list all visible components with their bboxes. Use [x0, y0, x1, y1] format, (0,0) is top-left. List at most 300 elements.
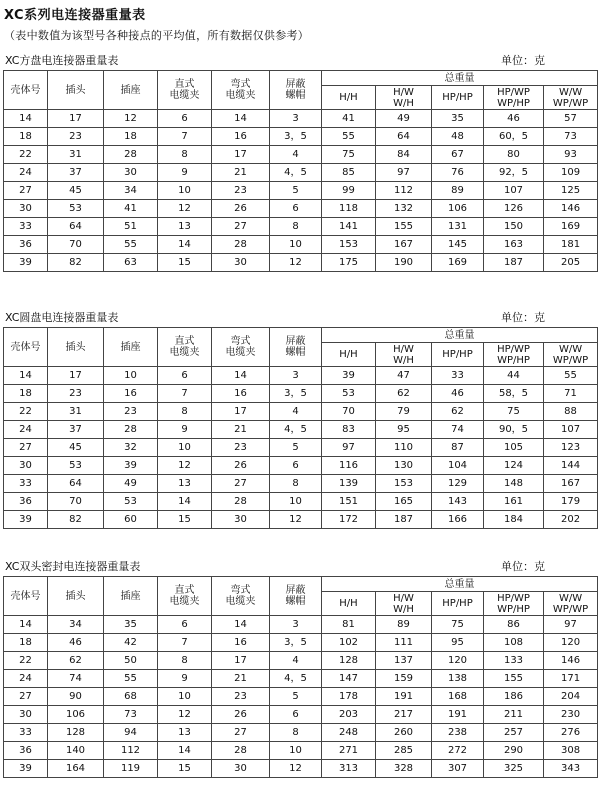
table-cell: 10	[270, 742, 322, 760]
table-cell: 102	[322, 634, 376, 652]
table-cell: 21	[212, 670, 270, 688]
table-cell: 131	[432, 218, 484, 236]
table-cell: 5	[270, 688, 322, 706]
table-cell: 257	[484, 724, 544, 742]
column-combination	[376, 86, 432, 110]
table-row	[4, 421, 598, 439]
table-cell: 116	[322, 457, 376, 475]
section-header	[3, 558, 597, 576]
table-cell: 3	[270, 367, 322, 385]
table-cell: 16	[212, 385, 270, 403]
table-cell: 41	[322, 110, 376, 128]
table-cell: 165	[376, 493, 432, 511]
header-line: W/H	[393, 603, 414, 615]
column-shield-nut	[270, 328, 322, 367]
table-cell: 120	[544, 634, 598, 652]
column-combination	[376, 343, 432, 367]
table-cell: 22	[4, 146, 48, 164]
table-cell: 9	[158, 421, 212, 439]
table-cell: 313	[322, 760, 376, 778]
table-cell: 14	[158, 236, 212, 254]
table-cell: 73	[104, 706, 158, 724]
table-cell: 26	[212, 200, 270, 218]
table-cell: 178	[322, 688, 376, 706]
table-row	[4, 367, 598, 385]
table-cell: 62	[48, 652, 104, 670]
table-cell: 75	[322, 146, 376, 164]
table-cell: 30	[212, 760, 270, 778]
table-cell: 128	[48, 724, 104, 742]
header-line: WP/HP	[497, 603, 530, 615]
table-cell: 70	[48, 236, 104, 254]
page-title: XC系列电连接器重量表	[4, 8, 146, 23]
table-row	[4, 475, 598, 493]
table-cell: 90	[48, 688, 104, 706]
table-cell: 30	[4, 706, 48, 724]
table-cell: 107	[484, 182, 544, 200]
table-cell: 203	[322, 706, 376, 724]
table-cell: 8	[270, 724, 322, 742]
table-cell: 31	[48, 403, 104, 421]
table-cell: 34	[48, 616, 104, 634]
table-cell: 47	[376, 367, 432, 385]
section-header	[3, 309, 597, 327]
table-cell: 53	[48, 457, 104, 475]
table-cell: 70	[48, 493, 104, 511]
header-line: HP/HP	[442, 349, 473, 360]
table-cell: 248	[322, 724, 376, 742]
header-line: W/W	[558, 592, 583, 604]
table-cell: 16	[212, 634, 270, 652]
table-cell: 125	[544, 182, 598, 200]
table-cell: 26	[212, 457, 270, 475]
table-cell: 28	[104, 146, 158, 164]
table-row	[4, 110, 598, 128]
table-cell: 10	[104, 367, 158, 385]
table-cell: 153	[376, 475, 432, 493]
table-cell: 132	[376, 200, 432, 218]
table-cell: 55	[104, 236, 158, 254]
table-cell: 23	[48, 385, 104, 403]
table-row	[4, 634, 598, 652]
column-combination	[484, 343, 544, 367]
table-cell: 27	[4, 688, 48, 706]
table-cell: 124	[484, 457, 544, 475]
table-cell: 3	[270, 110, 322, 128]
table-cell: 68	[104, 688, 158, 706]
header-line: W/W	[558, 86, 583, 98]
page-subtitle: （表中数值为该型号各种接点的平均值，所有数据仅供参考）	[4, 29, 310, 42]
table-cell: 36	[4, 236, 48, 254]
column-combination	[544, 86, 598, 110]
header-line: HP/HP	[442, 92, 473, 103]
table-cell: 17	[212, 652, 270, 670]
table-cell: 155	[376, 218, 432, 236]
table-cell: 21	[212, 421, 270, 439]
table-cell: 24	[4, 164, 48, 182]
table-cell: 10	[158, 439, 212, 457]
header-line: 弯式	[230, 79, 251, 90]
table-cell: 44	[484, 367, 544, 385]
table-cell: 55	[322, 128, 376, 146]
table-row	[4, 706, 598, 724]
header-line: 螺帽	[285, 347, 306, 358]
table-cell: 172	[322, 511, 376, 529]
header-line: HP/WP	[497, 86, 530, 98]
table-row	[4, 128, 598, 146]
table-cell: 8	[158, 403, 212, 421]
table-cell: 12	[270, 760, 322, 778]
table-cell: 168	[432, 688, 484, 706]
table-cell: 169	[544, 218, 598, 236]
column-combination	[432, 343, 484, 367]
table-cell: 12	[104, 110, 158, 128]
table-cell: 260	[376, 724, 432, 742]
table-cell: 13	[158, 724, 212, 742]
table-cell: 12	[270, 511, 322, 529]
table-cell: 12	[158, 200, 212, 218]
table-cell: 140	[48, 742, 104, 760]
table-cell: 14	[212, 367, 270, 385]
table-cell: 120	[432, 652, 484, 670]
table-cell: 33	[4, 724, 48, 742]
table-cell: 35	[104, 616, 158, 634]
table-cell: 8	[270, 475, 322, 493]
section-title: XC双头密封电连接器重量表	[5, 560, 141, 573]
table-cell: 6	[158, 110, 212, 128]
table-cell: 24	[4, 421, 48, 439]
header-line: 屏蔽	[285, 585, 306, 596]
column-shield-nut	[270, 71, 322, 110]
table-cell: 58，5	[484, 385, 544, 403]
table-cell: 181	[544, 236, 598, 254]
table-cell: 32	[104, 439, 158, 457]
table-cell: 18	[4, 128, 48, 146]
column-combination	[322, 86, 376, 110]
table-cell: 105	[484, 439, 544, 457]
table-cell: 75	[484, 403, 544, 421]
table-cell: 107	[544, 421, 598, 439]
table-row	[4, 457, 598, 475]
table-cell: 86	[484, 616, 544, 634]
header-row	[4, 577, 598, 592]
table-cell: 97	[544, 616, 598, 634]
column-combination	[544, 592, 598, 616]
header-row	[4, 328, 598, 343]
table-cell: 80	[484, 146, 544, 164]
table-cell: 64	[48, 475, 104, 493]
table-cell: 187	[484, 254, 544, 272]
column-combination	[376, 592, 432, 616]
column-shield-nut	[270, 577, 322, 616]
table-cell: 37	[48, 421, 104, 439]
section-title: XC圆盘电连接器重量表	[5, 311, 119, 324]
table-cell: 5	[270, 439, 322, 457]
table-cell: 153	[322, 236, 376, 254]
table-cell: 87	[432, 439, 484, 457]
table-cell: 14	[4, 616, 48, 634]
table-cell: 55	[544, 367, 598, 385]
header-line: HP/HP	[442, 598, 473, 609]
column-combination	[484, 592, 544, 616]
table-row	[4, 254, 598, 272]
table-cell: 18	[4, 634, 48, 652]
table-cell: 202	[544, 511, 598, 529]
table-cell: 16	[212, 128, 270, 146]
column-total-weight: 总重量	[322, 328, 598, 343]
unit-label: 单位：克	[501, 560, 545, 573]
table-cell: 169	[432, 254, 484, 272]
table-cell: 328	[376, 760, 432, 778]
table-cell: 137	[376, 652, 432, 670]
header-line: 螺帽	[285, 90, 306, 101]
table-cell: 50	[104, 652, 158, 670]
table-cell: 7	[158, 385, 212, 403]
table-row	[4, 688, 598, 706]
table-cell: 35	[432, 110, 484, 128]
table-cell: 97	[376, 164, 432, 182]
header-line: 屏蔽	[285, 79, 306, 90]
header-line: 弯式	[230, 336, 251, 347]
table-cell: 15	[158, 511, 212, 529]
table-cell: 4，5	[270, 421, 322, 439]
table-cell: 22	[4, 652, 48, 670]
column-shell-number: 壳体号	[4, 577, 48, 616]
table-cell: 14	[212, 110, 270, 128]
table-cell: 110	[376, 439, 432, 457]
table-cell: 31	[48, 146, 104, 164]
table-cell: 36	[4, 742, 48, 760]
table-row	[4, 616, 598, 634]
table-cell: 6	[158, 616, 212, 634]
table-cell: 83	[322, 421, 376, 439]
header-line: WP/WP	[552, 603, 589, 615]
column-bent-cable-clamp	[212, 577, 270, 616]
table-cell: 6	[158, 367, 212, 385]
table-cell: 95	[376, 421, 432, 439]
table-cell: 26	[212, 706, 270, 724]
table-row	[4, 670, 598, 688]
table-cell: 53	[322, 385, 376, 403]
weight-table	[3, 70, 598, 272]
table-cell: 92，5	[484, 164, 544, 182]
table-cell: 53	[48, 200, 104, 218]
table-cell: 99	[322, 182, 376, 200]
table-cell: 191	[432, 706, 484, 724]
table-cell: 109	[544, 164, 598, 182]
table-cell: 187	[376, 511, 432, 529]
header-line: 电缆夹	[225, 90, 256, 101]
table-cell: 46	[484, 110, 544, 128]
header-line: 电缆夹	[169, 347, 200, 358]
header-row	[4, 71, 598, 86]
table-cell: 12	[270, 254, 322, 272]
column-straight-cable-clamp	[158, 71, 212, 110]
table-cell: 111	[376, 634, 432, 652]
table-cell: 8	[158, 652, 212, 670]
table-cell: 97	[322, 439, 376, 457]
table-cell: 6	[270, 457, 322, 475]
table-cell: 3，5	[270, 385, 322, 403]
table-cell: 17	[212, 146, 270, 164]
table-cell: 15	[158, 254, 212, 272]
table-cell: 85	[322, 164, 376, 182]
table-cell: 272	[432, 742, 484, 760]
table-cell: 164	[48, 760, 104, 778]
table-row	[4, 742, 598, 760]
table-cell: 27	[4, 439, 48, 457]
table-cell: 36	[4, 493, 48, 511]
table-cell: 23	[212, 182, 270, 200]
header-line: H/W	[393, 343, 414, 355]
table-cell: 5	[270, 182, 322, 200]
table-cell: 167	[376, 236, 432, 254]
table-cell: 51	[104, 218, 158, 236]
table-cell: 22	[4, 403, 48, 421]
table-cell: 118	[322, 200, 376, 218]
table-cell: 16	[104, 385, 158, 403]
table-cell: 39	[4, 511, 48, 529]
table-cell: 45	[48, 182, 104, 200]
header-line: 直式	[174, 585, 195, 596]
weight-table-section	[3, 309, 597, 529]
table-cell: 63	[104, 254, 158, 272]
header-line: HP/WP	[497, 343, 530, 355]
column-bent-cable-clamp	[212, 328, 270, 367]
table-cell: 146	[544, 652, 598, 670]
table-row	[4, 200, 598, 218]
table-cell: 79	[376, 403, 432, 421]
table-cell: 186	[484, 688, 544, 706]
table-cell: 119	[104, 760, 158, 778]
table-cell: 33	[4, 218, 48, 236]
column-socket: 插座	[104, 71, 158, 110]
table-cell: 67	[432, 146, 484, 164]
header-line: 弯式	[230, 585, 251, 596]
header-line: WP/WP	[552, 354, 589, 366]
table-cell: 37	[48, 164, 104, 182]
table-cell: 138	[432, 670, 484, 688]
table-cell: 27	[212, 475, 270, 493]
table-cell: 10	[270, 493, 322, 511]
table-cell: 129	[432, 475, 484, 493]
table-cell: 46	[432, 385, 484, 403]
header-line: WP/HP	[497, 97, 530, 109]
table-row	[4, 511, 598, 529]
header-line: W/W	[558, 343, 583, 355]
section-header	[3, 52, 597, 70]
table-cell: 82	[48, 254, 104, 272]
table-cell: 133	[484, 652, 544, 670]
table-cell: 104	[432, 457, 484, 475]
header-line: H/H	[339, 349, 358, 360]
table-cell: 179	[544, 493, 598, 511]
header-line: 电缆夹	[225, 596, 256, 607]
header-line: H/H	[339, 598, 358, 609]
table-cell: 39	[4, 254, 48, 272]
table-cell: 204	[544, 688, 598, 706]
column-shell-number: 壳体号	[4, 71, 48, 110]
table-cell: 53	[104, 493, 158, 511]
table-cell: 112	[376, 182, 432, 200]
table-cell: 108	[484, 634, 544, 652]
header-line: WP/HP	[497, 354, 530, 366]
table-cell: 205	[544, 254, 598, 272]
table-cell: 46	[48, 634, 104, 652]
table-cell: 81	[322, 616, 376, 634]
column-combination	[544, 343, 598, 367]
table-cell: 62	[376, 385, 432, 403]
table-cell: 6	[270, 200, 322, 218]
table-cell: 45	[48, 439, 104, 457]
table-cell: 33	[432, 367, 484, 385]
weight-table-section	[3, 52, 597, 272]
table-cell: 139	[322, 475, 376, 493]
table-cell: 13	[158, 475, 212, 493]
table-row	[4, 146, 598, 164]
table-cell: 41	[104, 200, 158, 218]
header-line: WP/WP	[552, 97, 589, 109]
table-cell: 3	[270, 616, 322, 634]
table-cell: 159	[376, 670, 432, 688]
table-cell: 151	[322, 493, 376, 511]
table-cell: 10	[158, 182, 212, 200]
header-line: 电缆夹	[225, 347, 256, 358]
table-row	[4, 164, 598, 182]
table-cell: 171	[544, 670, 598, 688]
table-cell: 106	[432, 200, 484, 218]
table-cell: 191	[376, 688, 432, 706]
table-cell: 74	[48, 670, 104, 688]
table-row	[4, 760, 598, 778]
table-cell: 94	[104, 724, 158, 742]
table-cell: 74	[432, 421, 484, 439]
table-row	[4, 652, 598, 670]
table-cell: 217	[376, 706, 432, 724]
unit-label: 单位：克	[501, 311, 545, 324]
header-line: 电缆夹	[169, 90, 200, 101]
table-cell: 49	[376, 110, 432, 128]
section-title: XC方盘电连接器重量表	[5, 54, 119, 67]
column-combination	[432, 592, 484, 616]
table-cell: 6	[270, 706, 322, 724]
table-cell: 4	[270, 403, 322, 421]
column-plug: 插头	[48, 71, 104, 110]
header-line: W/H	[393, 354, 414, 366]
table-cell: 60，5	[484, 128, 544, 146]
table-cell: 24	[4, 670, 48, 688]
header-line: HP/WP	[497, 592, 530, 604]
table-cell: 14	[158, 742, 212, 760]
table-cell: 27	[212, 218, 270, 236]
table-cell: 106	[48, 706, 104, 724]
table-cell: 57	[544, 110, 598, 128]
table-cell: 128	[322, 652, 376, 670]
column-total-weight: 总重量	[322, 577, 598, 592]
table-cell: 14	[4, 367, 48, 385]
table-cell: 27	[212, 724, 270, 742]
table-cell: 9	[158, 670, 212, 688]
column-combination	[322, 343, 376, 367]
table-cell: 95	[432, 634, 484, 652]
table-cell: 190	[376, 254, 432, 272]
table-cell: 325	[484, 760, 544, 778]
table-cell: 30	[4, 200, 48, 218]
header-line: 螺帽	[285, 596, 306, 607]
table-cell: 148	[484, 475, 544, 493]
table-cell: 39	[4, 760, 48, 778]
table-cell: 55	[104, 670, 158, 688]
